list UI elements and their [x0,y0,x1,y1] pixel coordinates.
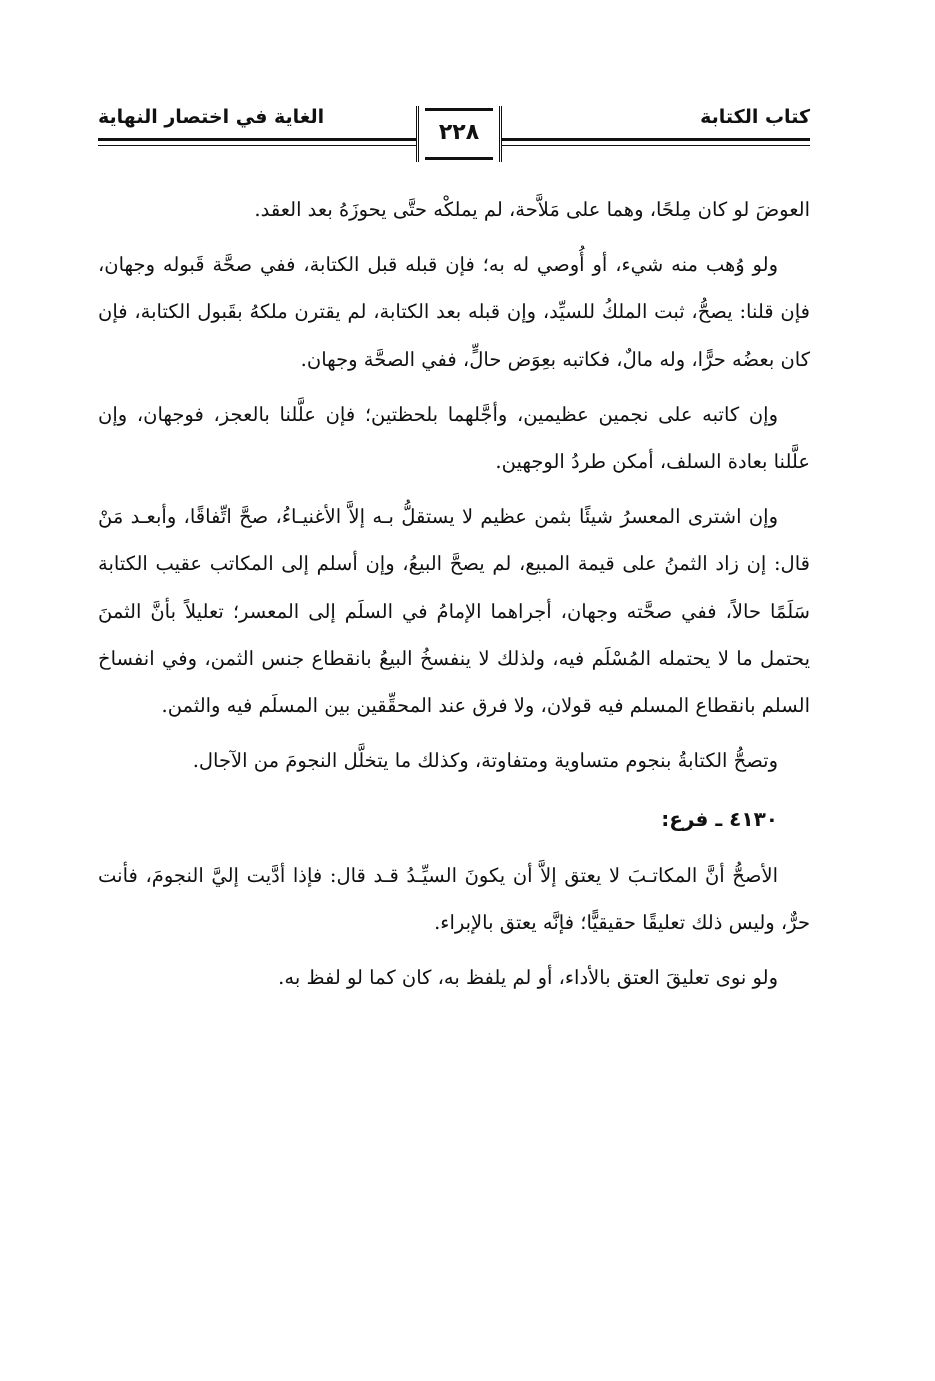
page-body [98,186,810,1009]
chapter-title: كتاب الكتابة [700,106,810,128]
page-number: ٢٢٨ [438,120,480,145]
page-header [98,100,810,170]
page-number-frame [416,106,502,162]
paragraph: وإن كاتبه على نجمين عظيمين، وأجَّلهما بلحظتين؛ فإن علَّلنا بالعجز، فوجهان، وإن علَّلنا بعادة السلف، أمكن طردُ الوجهين. [98,402,810,474]
paragraph: الأصحُّ أنَّ المكاتـبَ لا يعتق إلاَّ أن يكونَ السيِّـدُ قـد قال: فإذا أدَّيت إليَّ النجومَ، فأنت حرٌّ، وليس ذلك تعليقًا حقيقيًّا؛ فإنَّه يعتق بالإبراء. [98,863,810,934]
section-heading: ٤١٣٠ ـ فرع: [661,807,778,832]
paragraph: وإن اشترى المعسرُ شيئًا بثمن عظيم لا يستقلُّ بـه إلاَّ الأغنيـاءُ، صحَّ اتِّفاقًا، وأبعـد مَنْ قال: إن زاد الثمنُ على قيمة المبيع، لم يصحَّ البيعُ، وإن أسلم إلى المكاتب عقيب الكتابة سَلَمًا حالاً، ففي صحَّته وجهان، أجراهما الإمامُ في السلَم إلى المعسر؛ تعليلاً بأنَّ الثمنَ يحتمل ما لا يحتمله المُسْلَم فيه، ولذلك لا ينفسخُ البيعُ بانقطاع جنس الثمن، وفي انفساخ السلم بانقطاع المسلم فيه قولان، ولا فرق عند المحقِّقين بين المسلَم فيه والثمن. [98,505,810,718]
paragraph: وتصحُّ الكتابةُ بنجوم متساوية ومتفاوتة، وكذلك ما يتخلَّل النجومَ من الآجال. [192,749,778,773]
paragraph: ولو نوى تعليقَ العتق بالأداء، أو لم يلفظ به، كان كما لو لفظ به. [278,966,778,990]
book-title: الغاية في اختصار النهاية [98,106,325,128]
paragraph: العوضَ لو كان مِلحًا، وهما على مَلاَّحة، لم يملكْه حتَّى يحوزَهُ بعد العقد. [254,198,810,221]
paragraph: ولو وُهب منه شيء، أو أُوصي له به؛ فإن قبله قبل الكتابة، ففي صحَّة قَبوله وجهان، فإن قلنا: يصحُّ، ثبت الملكُ للسيِّد، وإن قبله بعد الكتابة، لم يقترن ملكهُ بقَبول الكتابة، فإن كان بعضُه حرًّا، وله مالٌ، فكاتبه بعِوَض حالٍّ، ففي الصحَّة وجهان. [98,253,810,371]
